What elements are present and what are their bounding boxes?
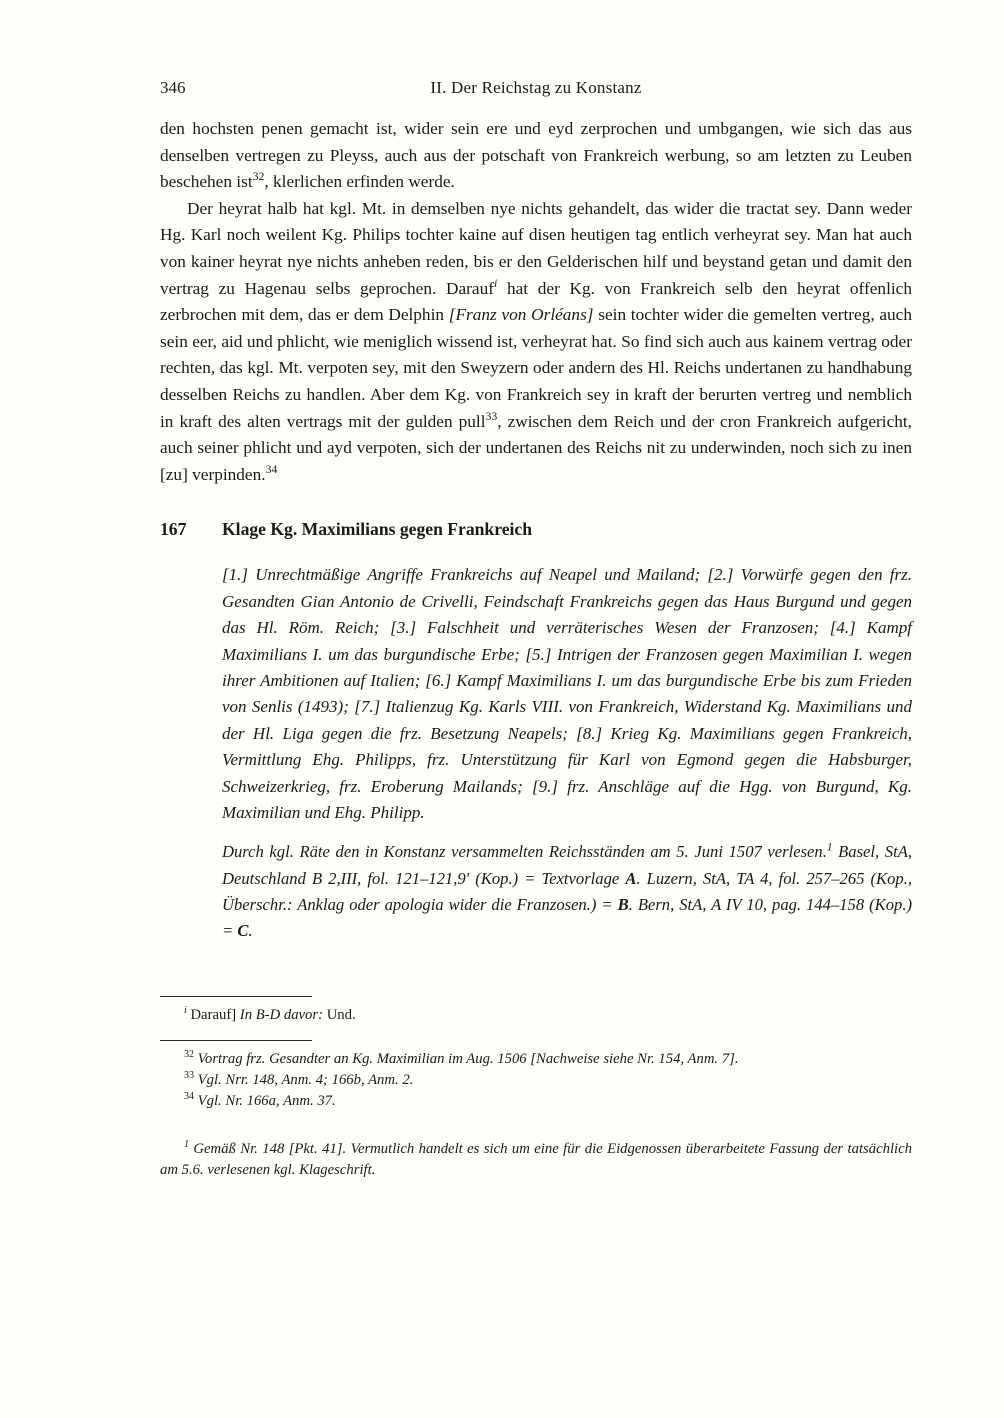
footnote-34: $^{34}$ Vgl. Nr. 166a, Anm. 37. [184,1091,336,1110]
page-header [160,78,912,102]
body-paragraph: Der heyrat halb hat kgl. Mt. in demselben nye nichts gehandelt, das wider die tractat sey. Dann weder Hg. Karl noch weilent Kg. Philips tochter kaine auf disen heutigen tag entlich verheyrat sey. Man hat auch von kainer heyrat nye nichts anheben reden, bis er den Gelderischen hilf und beystand getan und damit den vertrag zu Hagenau selbs geprochen. Darauf$^i$ hat der Kg. von Frankreich selb den heyrat offenlich zerbrochen mit dem, das er dem Delphin [Franz von Orléans] sein tochter wider die gemelten vertreg, auch sein eer, aid und phlicht, wie meniglich wissend ist, verheyrat hat. So find sich auch aus kainem vertrag oder rechten, das kgl. Mt. verpoten sey, mit den Sweyzern oder andern des Hl. Reichs undertanen zu handhabung desselben Reichs zu handlen. Aber dem Kg. von Frankreich sey in kraft der berurten vertreg und nemblich in kraft des alten vertrags mit der gulden pull$^{33}$, zwischen dem Reich und der cron Frankreich aufgericht, auch seiner phlicht und ayd verpoten, sich der undertanen des Reichs nit zu underwinden, noch sich zu inen [zu] verpinden.$^{34}$ [160,198,912,484]
footnote-apparatus: $^i$ Darauf] In B-D davor: Und. [184,1005,356,1024]
entry-number: 167 [160,519,187,540]
main-text [160,116,912,944]
footnote-33: $^{33}$ Vgl. Nrr. 148, Anm. 4; 166b, Anm. 2. [184,1070,414,1089]
footnote-divider [160,996,312,997]
entry-provenance: Durch kgl. Räte den in Konstanz versammelten Reichsständen am 5. Juni 1507 verlesen.$^1$ Basel, StA, Deutschland B 2,III, fol. 121–121,9' (Kop.) = Textvorlage A. Luzern, StA, TA 4, fol. 257–265 (Kop., Überschr.: Anklag oder apologia wider die Franzosen.) = B. Bern, StA, A IV 10, pag. 144–158 (Kop.) = C. [222,841,913,940]
page-number: 346 [160,78,186,97]
entry-summary: [1.] Unrechtmäßige Angriffe Frankreichs auf Neapel und Mailand; [2.] Vorwürfe gegen den frz. Gesandten Gian Antonio de Crivelli, Feindschaft Frankreichs gegen das Haus Burgund und gegen das Hl. Röm. Reich; [3.] Falschheit und verräterisches Wesen der Franzosen; [4.] Kampf Maximilians I. um das burgundische Erbe; [5.] Intrigen der Franzosen gegen Maximilian I. wegen ihrer Ambitionen auf Italien; [6.] Kampf Maximilians I. um das burgundische Erbe bis zum Frieden von Senlis (1493); [7.] Italienzug Kg. Karls VIII. von Frankreich, Widerstand Kg. Maximilians und der Hl. Liga gegen die frz. Besetzung Neapels; [8.] Krieg Kg. Maximilians gegen Frankreich, Vermittlung Ehg. Philipps, frz. Unterstützung für Karl von Egmond gegen die Habsburger, Schweizerkrieg, frz. Eroberung Mailands; [9.] frz. Anschläge auf die Hgg. von Burgund, Kg. Maximilian und Ehg. Philipp. [222,565,912,822]
body-paragraph-continuation: den hochsten penen gemacht ist, wider sein ere und eyd zerprochen und umbgangen, wie sich das aus denselben vertregen zu Pleyss, auch aus der potschaft von Frankreich werbung, so am letzten zu Leuben beschehen ist$^{32}$, klerlichen erfinden werde. [160,119,912,192]
footnote-32: $^{32}$ Vortrag frz. Gesandter an Kg. Maximilian im Aug. 1506 [Nachweise siehe Nr. 154, Anm. 7]. [184,1049,739,1068]
footnote-1: $^1$ Gemäß Nr. 148 [Pkt. 41]. Vermutlich handelt es sich um eine für die Eidgenossen überarbeitete Fassung der tatsächlich am 5.6. verlesenen kgl. Klageschrift. [160,1139,912,1179]
entry-title: Klage Kg. Maximilians gegen Frankreich [222,519,532,540]
entry-heading [160,517,912,541]
footnote-area [160,996,912,1181]
running-head: II. Der Reichstag zu Konstanz [430,78,642,97]
footnote-divider [160,1040,312,1041]
